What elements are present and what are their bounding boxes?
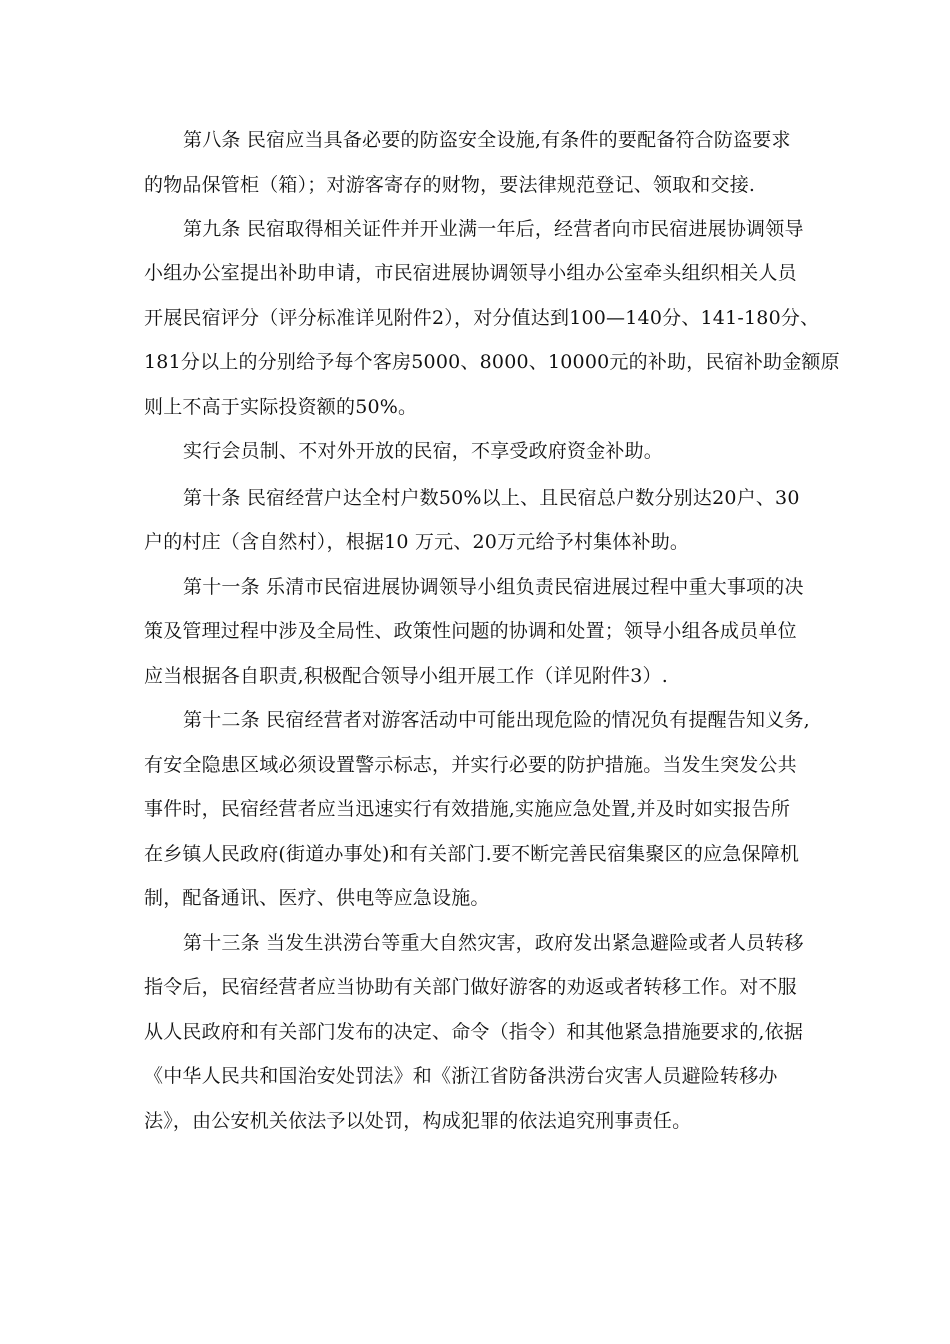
text-line-article-13-b: 指令后，民宿经营者应当协助有关部门做好游客的劝返或者转移工作。对不服 (144, 976, 797, 998)
text-line-article-11-a: 第十一条 乐清市民宿进展协调领导小组负责民宿进展过程中重大事项的决 (183, 576, 804, 598)
text-line-article-11-c: 应当根据各自职责,积极配合领导小组开展工作（详见附件3）. (144, 665, 668, 687)
text-line-article-8-a: 第八条 民宿应当具备必要的防盗安全设施,有条件的要配备符合防盗要求 (183, 129, 791, 151)
text-line-article-13-c: 从人民政府和有关部门发布的决定、命令（指令）和其他紧急措施要求的,依据 (144, 1021, 804, 1043)
text-line-article-12-d: 在乡镇人民政府(街道办事处)和有关部门.要不断完善民宿集聚区的应急保障机 (144, 843, 800, 865)
text-line-article-12-b: 有安全隐患区域必须设置警示标志，并实行必要的防护措施。当发生突发公共 (144, 754, 797, 776)
text-line-article-9-b: 小组办公室提出补助申请，市民宿进展协调领导小组办公室牵头组织相关人员 (144, 262, 797, 284)
text-line-article-10-b: 户的村庄（含自然村），根据10 万元、20万元给予村集体补助。 (144, 531, 690, 553)
text-line-article-12-e: 制，配备通讯、医疗、供电等应急设施。 (144, 887, 490, 909)
text-line-article-9-d: 181分以上的分别给予每个客房5000、8000、10000元的补助，民宿补助金额原 (144, 351, 840, 373)
text-line-article-13-e: 法》，由公安机关依法予以处罚，构成犯罪的依法追究刑事责任。 (144, 1110, 692, 1132)
text-line-article-13-a: 第十三条 当发生洪涝台等重大自然灾害，政府发出紧急避险或者人员转移 (183, 932, 804, 954)
text-line-article-11-b: 策及管理过程中涉及全局性、政策性问题的协调和处置；领导小组各成员单位 (144, 620, 797, 642)
text-line-article-12-c: 事件时，民宿经营者应当迅速实行有效措施,实施应急处置,并及时如实报告所 (144, 798, 791, 820)
text-line-article-13-d: 《中华人民共和国治安处罚法》和《浙江省防备洪涝台灾害人员避险转移办 (144, 1065, 778, 1087)
text-line-article-12-a: 第十二条 民宿经营者对游客活动中可能出现危险的情况负有提醒告知义务, (183, 709, 810, 731)
text-line-article-8-b: 的物品保管柜（箱）；对游客寄存的财物，要法律规范登记、领取和交接. (144, 174, 756, 196)
text-line-article-10-a: 第十条 民宿经营户达全村户数50%以上、且民宿总户数分别达20户、30 (183, 487, 800, 509)
text-line-article-9-e: 则上不高于实际投资额的50%。 (144, 396, 418, 418)
text-line-article-9-a: 第九条 民宿取得相关证件并开业满一年后，经营者向市民宿进展协调领导 (183, 218, 804, 240)
text-line-membership: 实行会员制、不对外开放的民宿，不享受政府资金补助。 (183, 440, 664, 462)
text-line-article-9-c: 开展民宿评分（评分标准详见附件2），对分值达到100—140分、141-180分、 (144, 307, 820, 329)
